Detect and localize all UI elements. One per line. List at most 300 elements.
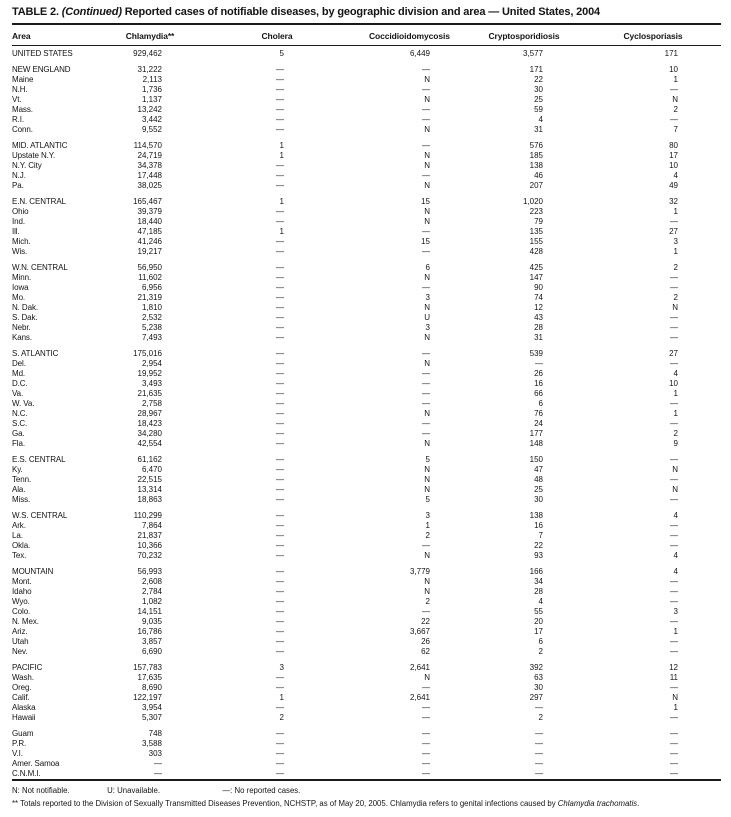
notifiable-diseases-table <box>12 25 721 781</box>
filler-cell <box>689 293 721 303</box>
value-cell: 428 <box>529 247 543 256</box>
area-cell: N.Y. City <box>12 161 42 170</box>
filler-cell <box>689 729 721 739</box>
value-cell: 2,641 <box>409 693 430 702</box>
value-cell: 55 <box>534 607 543 616</box>
value-cell: — <box>422 105 430 114</box>
table-row <box>12 273 721 283</box>
filler-cell <box>689 683 721 693</box>
value-cell: 41,246 <box>137 237 162 246</box>
value-cell: — <box>535 729 543 738</box>
column-header-coccidioidomycosis: Coccidioidomycosis <box>369 25 431 46</box>
area-cell: Del. <box>12 359 26 368</box>
value-cell: — <box>276 647 284 656</box>
value-cell: — <box>422 65 430 74</box>
value-cell: — <box>670 273 678 282</box>
value-cell: N <box>424 151 430 160</box>
value-cell: — <box>276 567 284 576</box>
area-cell: N. Dak. <box>12 303 38 312</box>
value-cell: 2 <box>538 647 543 656</box>
value-cell: — <box>276 389 284 398</box>
value-cell: N <box>424 333 430 342</box>
value-cell: 10 <box>669 161 678 170</box>
table-row <box>12 46 721 60</box>
value-cell: 4 <box>673 511 678 520</box>
value-cell: N <box>672 95 678 104</box>
filler-cell <box>689 141 721 151</box>
value-cell: 61,162 <box>137 455 162 464</box>
column-header-filler <box>689 25 721 46</box>
value-cell: — <box>670 85 678 94</box>
value-cell: 70,232 <box>137 551 162 560</box>
area-cell: Amer. Samoa <box>12 759 60 768</box>
table-row <box>12 283 721 293</box>
area-cell: Ky. <box>12 465 23 474</box>
value-cell: 185 <box>529 151 543 160</box>
table-row <box>12 749 721 759</box>
column-header-cyclosporiasis: Cyclosporiasis <box>617 25 689 46</box>
value-cell: 48 <box>534 475 543 484</box>
value-cell: 1,736 <box>141 85 162 94</box>
table-title <box>12 4 721 25</box>
value-cell: 38,025 <box>137 181 162 190</box>
area-cell: PACIFIC <box>12 663 43 672</box>
value-cell: — <box>670 759 678 768</box>
value-cell: 1 <box>673 207 678 216</box>
area-cell: UNITED STATES <box>12 49 73 58</box>
table-row <box>12 729 721 739</box>
value-cell: 11 <box>669 673 678 682</box>
value-cell: 10 <box>669 379 678 388</box>
value-cell: 76 <box>534 409 543 418</box>
value-cell: 4 <box>673 369 678 378</box>
filler-cell <box>689 597 721 607</box>
filler-cell <box>689 541 721 551</box>
value-cell: 66 <box>534 389 543 398</box>
value-cell: N <box>424 95 430 104</box>
table-row <box>12 759 721 769</box>
area-cell: Alaska <box>12 703 36 712</box>
value-cell: N <box>424 359 430 368</box>
value-cell: — <box>276 551 284 560</box>
value-cell: 1 <box>673 389 678 398</box>
filler-cell <box>689 349 721 359</box>
value-cell: 27 <box>669 227 678 236</box>
legend-unavailable: U: Unavailable. <box>107 786 161 795</box>
value-cell: 27 <box>669 349 678 358</box>
filler-cell <box>689 567 721 577</box>
footnote-marker: ** <box>12 799 19 808</box>
filler-cell <box>689 647 721 657</box>
area-cell: Ill. <box>12 227 20 236</box>
area-cell: Hawaii <box>12 713 36 722</box>
table-row <box>12 739 721 749</box>
table-row <box>12 197 721 207</box>
value-cell: 63 <box>534 673 543 682</box>
table-row <box>12 713 721 723</box>
area-cell: Ga. <box>12 429 25 438</box>
value-cell: 1 <box>279 693 284 702</box>
value-cell: N <box>424 439 430 448</box>
value-cell: N <box>424 125 430 134</box>
area-cell: R.I. <box>12 115 25 124</box>
filler-cell <box>689 455 721 465</box>
value-cell: 1,810 <box>141 303 162 312</box>
value-cell: — <box>422 429 430 438</box>
filler-cell <box>689 65 721 75</box>
value-cell: — <box>422 141 430 150</box>
filler-cell <box>689 521 721 531</box>
value-cell: 6,956 <box>141 283 162 292</box>
value-cell: 122,197 <box>133 693 162 702</box>
value-cell: — <box>276 465 284 474</box>
value-cell: 3,857 <box>141 637 162 646</box>
value-cell: — <box>276 85 284 94</box>
value-cell: — <box>422 349 430 358</box>
value-cell: 165,467 <box>133 197 162 206</box>
value-cell: — <box>276 323 284 332</box>
value-cell: 2 <box>425 531 430 540</box>
filler-cell <box>689 151 721 161</box>
column-header-chlamydia: Chlamydia** <box>115 25 185 46</box>
value-cell: — <box>276 283 284 292</box>
value-cell: 6 <box>425 263 430 272</box>
value-cell: 223 <box>529 207 543 216</box>
value-cell: 1 <box>279 151 284 160</box>
area-cell: Upstate N.Y. <box>12 151 56 160</box>
area-cell: N.H. <box>12 85 28 94</box>
value-cell: 26 <box>534 369 543 378</box>
table-row <box>12 75 721 85</box>
value-cell: 2 <box>673 429 678 438</box>
value-cell: 4 <box>673 551 678 560</box>
table-row <box>12 607 721 617</box>
column-header-area: Area <box>12 25 115 46</box>
value-cell: 22,515 <box>137 475 162 484</box>
value-cell: 5,238 <box>141 323 162 332</box>
value-cell: 539 <box>529 349 543 358</box>
value-cell: 8,690 <box>141 683 162 692</box>
value-cell: 171 <box>664 49 678 58</box>
value-cell: — <box>276 439 284 448</box>
filler-cell <box>689 105 721 115</box>
value-cell: 3,954 <box>141 703 162 712</box>
filler-cell <box>689 161 721 171</box>
value-cell: — <box>670 333 678 342</box>
value-cell: N <box>424 465 430 474</box>
value-cell: 18,863 <box>137 495 162 504</box>
value-cell: — <box>276 237 284 246</box>
value-cell: 1 <box>279 227 284 236</box>
filler-cell <box>689 247 721 257</box>
table-row <box>12 313 721 323</box>
table-title-prefix: TABLE 2. <box>12 6 62 18</box>
table-row <box>12 247 721 257</box>
area-cell: La. <box>12 531 23 540</box>
filler-cell <box>689 511 721 521</box>
table-row <box>12 389 721 399</box>
value-cell: 7 <box>538 531 543 540</box>
area-cell: Wis. <box>12 247 28 256</box>
value-cell: — <box>422 729 430 738</box>
value-cell: — <box>535 703 543 712</box>
filler-cell <box>689 749 721 759</box>
value-cell: 3,493 <box>141 379 162 388</box>
value-cell: — <box>670 617 678 626</box>
table-row <box>12 541 721 551</box>
area-cell: Tenn. <box>12 475 32 484</box>
table-row <box>12 673 721 683</box>
area-cell: Ind. <box>12 217 25 226</box>
value-cell: 49 <box>669 181 678 190</box>
value-cell: 31 <box>534 333 543 342</box>
value-cell: 1 <box>673 409 678 418</box>
value-cell: 1,137 <box>141 95 162 104</box>
filler-cell <box>689 703 721 713</box>
value-cell: 26 <box>421 637 430 646</box>
table-row <box>12 399 721 409</box>
value-cell: N <box>424 217 430 226</box>
value-cell: 3 <box>425 293 430 302</box>
value-cell: — <box>670 521 678 530</box>
area-cell: N.J. <box>12 171 26 180</box>
value-cell: — <box>670 283 678 292</box>
value-cell: 6,449 <box>409 49 430 58</box>
value-cell: N <box>424 303 430 312</box>
value-cell: N <box>424 181 430 190</box>
value-cell: — <box>422 85 430 94</box>
value-cell: 21,319 <box>137 293 162 302</box>
value-cell: 24 <box>534 419 543 428</box>
value-cell: 2 <box>538 713 543 722</box>
value-cell: 56,993 <box>137 567 162 576</box>
value-cell: — <box>422 389 430 398</box>
value-cell: — <box>670 419 678 428</box>
value-cell: — <box>535 359 543 368</box>
value-cell: — <box>276 115 284 124</box>
value-cell: 3 <box>673 607 678 616</box>
table-row <box>12 141 721 151</box>
filler-cell <box>689 217 721 227</box>
value-cell: — <box>276 171 284 180</box>
value-cell: 12 <box>534 303 543 312</box>
value-cell: N <box>424 673 430 682</box>
table-row <box>12 217 721 227</box>
filler-cell <box>689 115 721 125</box>
area-cell: Maine <box>12 75 34 84</box>
value-cell: — <box>276 541 284 550</box>
value-cell: — <box>670 313 678 322</box>
value-cell: 5 <box>425 495 430 504</box>
value-cell: N <box>672 485 678 494</box>
table-row <box>12 465 721 475</box>
value-cell: N <box>672 465 678 474</box>
area-cell: Fla. <box>12 439 25 448</box>
value-cell: 31 <box>534 125 543 134</box>
value-cell: 303 <box>148 749 162 758</box>
area-cell: Vt. <box>12 95 22 104</box>
value-cell: 56,950 <box>137 263 162 272</box>
value-cell: — <box>422 369 430 378</box>
value-cell: 6 <box>538 637 543 646</box>
filler-cell <box>689 237 721 247</box>
value-cell: 46 <box>534 171 543 180</box>
table-row <box>12 181 721 191</box>
value-cell: — <box>422 379 430 388</box>
value-cell: — <box>276 105 284 114</box>
value-cell: 3 <box>279 663 284 672</box>
value-cell: 4 <box>673 567 678 576</box>
filler-cell <box>689 475 721 485</box>
filler-cell <box>689 313 721 323</box>
value-cell: — <box>276 369 284 378</box>
filler-cell <box>689 759 721 769</box>
chlamydia-footnote <box>12 799 731 809</box>
area-cell: E.S. CENTRAL <box>12 455 66 464</box>
filler-cell <box>689 439 721 449</box>
column-header-cryptosporidiosis: Cryptosporidiosis <box>431 25 617 46</box>
area-cell: Mont. <box>12 577 32 586</box>
value-cell: 7,493 <box>141 333 162 342</box>
value-cell: 30 <box>534 85 543 94</box>
value-cell: N <box>424 485 430 494</box>
value-cell: — <box>276 429 284 438</box>
area-cell: Okla. <box>12 541 31 550</box>
value-cell: — <box>276 125 284 134</box>
value-cell: 6,470 <box>141 465 162 474</box>
filler-cell <box>689 333 721 343</box>
value-cell: 392 <box>529 663 543 672</box>
table-row <box>12 227 721 237</box>
value-cell: — <box>276 207 284 216</box>
filler-cell <box>689 769 721 780</box>
area-cell: Ariz. <box>12 627 28 636</box>
value-cell: — <box>422 739 430 748</box>
value-cell: 18,440 <box>137 217 162 226</box>
value-cell: — <box>276 495 284 504</box>
table-row <box>12 349 721 359</box>
value-cell: — <box>422 759 430 768</box>
area-cell: Ohio <box>12 207 29 216</box>
filler-cell <box>689 197 721 207</box>
area-cell: N.C. <box>12 409 28 418</box>
value-cell: — <box>422 769 430 778</box>
value-cell: 2,784 <box>141 587 162 596</box>
filler-cell <box>689 739 721 749</box>
value-cell: 34,280 <box>137 429 162 438</box>
table-row <box>12 637 721 647</box>
value-cell: — <box>276 511 284 520</box>
table-row <box>12 511 721 521</box>
value-cell: 21,837 <box>137 531 162 540</box>
value-cell: — <box>670 647 678 656</box>
value-cell: 2 <box>279 713 284 722</box>
value-cell: — <box>276 181 284 190</box>
value-cell: — <box>276 359 284 368</box>
value-cell: — <box>670 115 678 124</box>
value-cell: — <box>670 637 678 646</box>
value-cell: 47 <box>534 465 543 474</box>
filler-cell <box>689 399 721 409</box>
filler-cell <box>689 485 721 495</box>
value-cell: 90 <box>534 283 543 292</box>
value-cell: N <box>424 587 430 596</box>
filler-cell <box>689 171 721 181</box>
value-cell: 43 <box>534 313 543 322</box>
table-row <box>12 263 721 273</box>
legend-not-notifiable: N: Not notifiable. <box>12 786 70 795</box>
value-cell: — <box>276 703 284 712</box>
value-cell: 148 <box>529 439 543 448</box>
value-cell: 19,217 <box>137 247 162 256</box>
table-title-text: Reported cases of notifiable diseases, by geographic division and area — United States, 2004 <box>121 6 601 18</box>
value-cell: 2,954 <box>141 359 162 368</box>
filler-cell <box>689 465 721 475</box>
value-cell: 929,462 <box>133 49 162 58</box>
value-cell: — <box>276 333 284 342</box>
table-row <box>12 115 721 125</box>
value-cell: 114,570 <box>133 141 162 150</box>
value-cell: 5,307 <box>141 713 162 722</box>
value-cell: — <box>276 607 284 616</box>
value-cell: 150 <box>529 455 543 464</box>
value-cell: — <box>276 739 284 748</box>
value-cell: — <box>670 217 678 226</box>
value-cell: 1 <box>279 141 284 150</box>
table-header <box>12 25 721 46</box>
value-cell: 18,423 <box>137 419 162 428</box>
value-cell: 47,185 <box>137 227 162 236</box>
table-row <box>12 485 721 495</box>
table-row <box>12 237 721 247</box>
value-cell: 25 <box>534 95 543 104</box>
table-row <box>12 409 721 419</box>
value-cell: 576 <box>529 141 543 150</box>
value-cell: 3 <box>425 323 430 332</box>
value-cell: 147 <box>529 273 543 282</box>
value-cell: — <box>276 637 284 646</box>
value-cell: — <box>276 521 284 530</box>
value-cell: — <box>422 683 430 692</box>
value-cell: 11,602 <box>138 273 162 282</box>
table-row <box>12 293 721 303</box>
value-cell: — <box>670 359 678 368</box>
value-cell: — <box>422 283 430 292</box>
value-cell: 157,783 <box>133 663 162 672</box>
value-cell: 39,379 <box>137 207 162 216</box>
table-title-continued: (Continued) <box>61 6 122 18</box>
table-row <box>12 495 721 505</box>
footnote-text: Totals reported to the Division of Sexually Transmitted Diseases Prevention, NCHSTP, as of May 20, 2005. Chlamydia refers to genital infections caused by <box>18 799 558 808</box>
value-cell: — <box>276 399 284 408</box>
value-cell: 42,554 <box>137 439 162 448</box>
table-row <box>12 455 721 465</box>
table-row <box>12 105 721 115</box>
value-cell: — <box>422 749 430 758</box>
table-body <box>12 46 721 781</box>
filler-cell <box>689 673 721 683</box>
area-cell: S.C. <box>12 419 28 428</box>
value-cell: N <box>424 409 430 418</box>
value-cell: — <box>276 65 284 74</box>
table-row <box>12 95 721 105</box>
filler-cell <box>689 495 721 505</box>
value-cell: — <box>276 409 284 418</box>
table-row <box>12 125 721 135</box>
filler-cell <box>689 283 721 293</box>
table-row <box>12 683 721 693</box>
footnotes <box>12 781 721 809</box>
